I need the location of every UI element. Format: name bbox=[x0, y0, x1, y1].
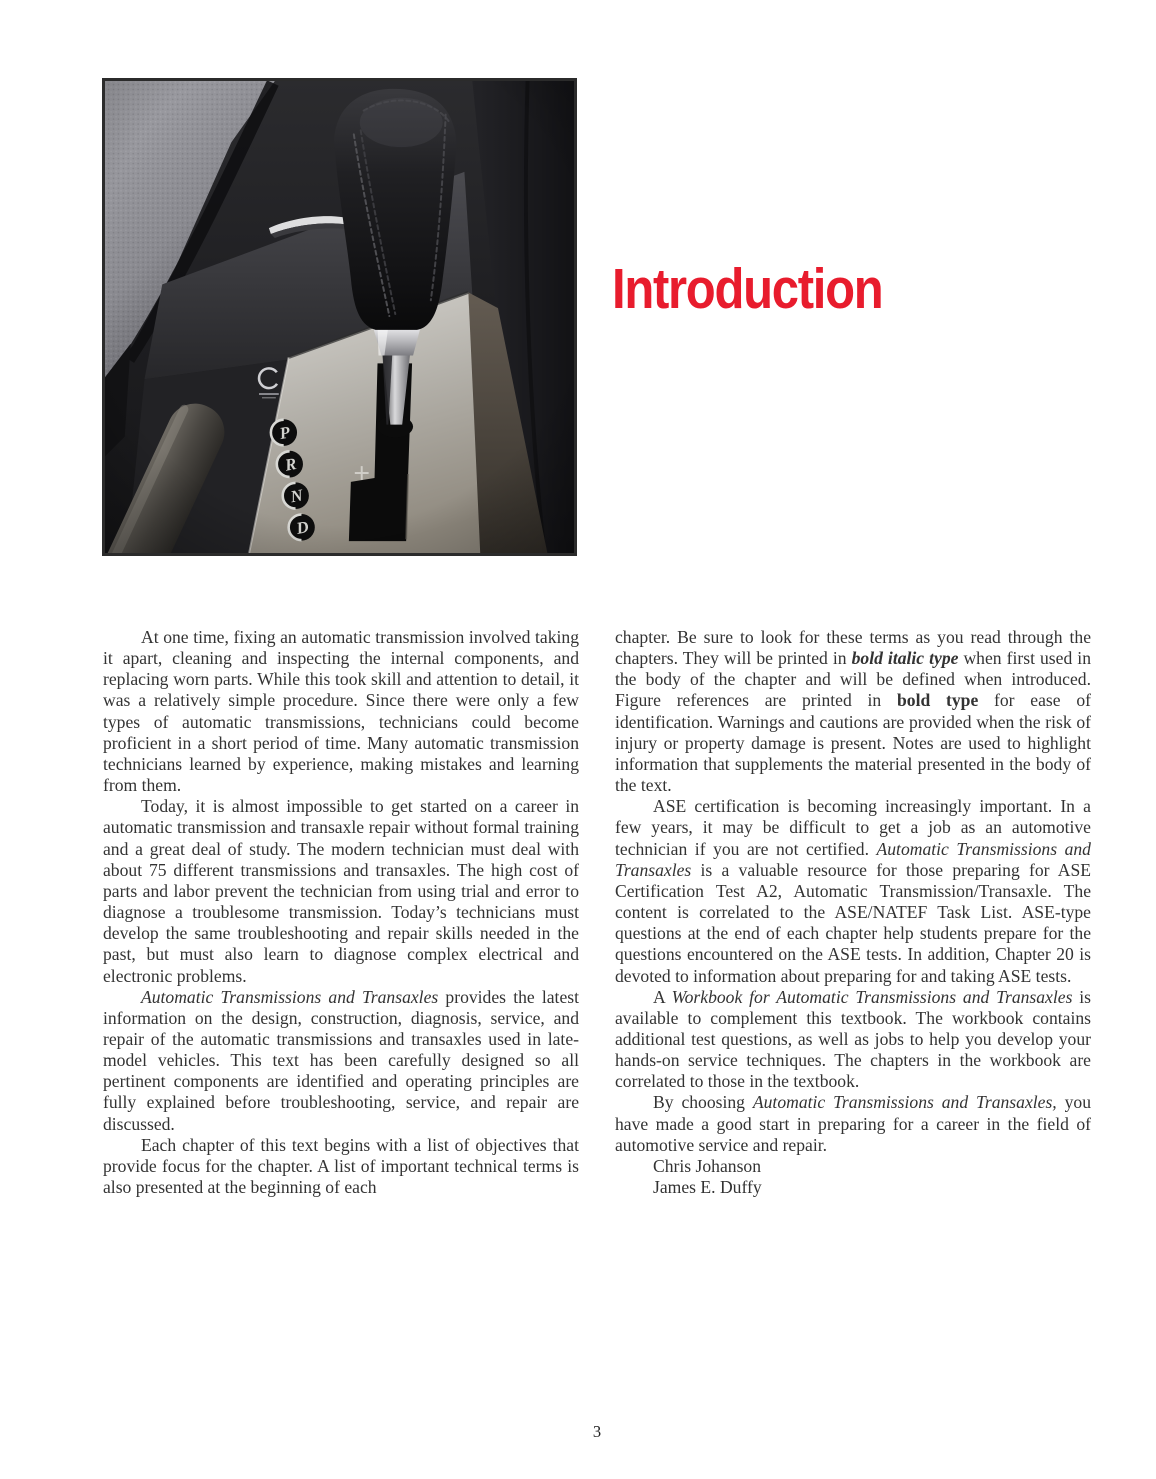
body-text bbox=[103, 627, 1091, 1198]
right-column bbox=[615, 627, 1091, 1198]
photo-vignette bbox=[105, 81, 574, 553]
text-segment: At one time, fixing an automatic transmission involved taking it apart, cleaning and inspecting the internal components, and replacing worn parts. While this took skill and attention to detail, it was a relatively simple procedure. Since there were only a few types of automatic transmissions, technicians could become proficient in a short period of time. Many automatic transmission technicians learned by experience, making mistakes and learning from them. bbox=[103, 627, 579, 796]
paragraph bbox=[615, 1092, 1091, 1155]
paragraph bbox=[615, 796, 1091, 986]
paragraph bbox=[103, 796, 579, 986]
page-number: 3 bbox=[592, 1422, 602, 1441]
paragraph bbox=[615, 1177, 1091, 1198]
text-segment: A bbox=[653, 986, 672, 1007]
text-segment: is a valuable resource for those preparing for ASE Certification Test A2, Automatic Transmission/Transaxle. The content is correlated to the ASE/NATEF Task List. ASE-type questions at the end of each chapter help students prepare for the questions encountered on the ASE tests. In addition, Chapter 20 is devoted to information about preparing for and taking ASE tests. bbox=[615, 859, 1091, 986]
shifter-photo-art bbox=[105, 81, 574, 553]
text-segment: you have made a good start in preparing for a career in the field of automotive service and repair. bbox=[615, 1092, 1092, 1155]
paragraph bbox=[615, 1156, 1091, 1177]
text-segment: chapter. Be sure to look for these terms as you read through the chapters. They will be printed in bbox=[615, 627, 1091, 669]
text-segment: provides the latest information on the design, construction, diagnosis, service, and repair of the automatic transmissions and transaxles used in late-model vehicles. This text has been carefully designed so all pertinent components are identified and operating principles are fully explained before troubleshooting, service, and repair are discussed. bbox=[103, 986, 579, 1134]
paragraph bbox=[615, 627, 1091, 796]
shifter-photo bbox=[102, 78, 577, 556]
text-segment: Automatic Transmissions and Transaxles bbox=[141, 986, 439, 1007]
text-segment: By choosing bbox=[653, 1092, 753, 1113]
text-segment: James E. Duffy bbox=[653, 1177, 762, 1198]
paragraph bbox=[103, 1135, 579, 1198]
text-segment: bold type bbox=[897, 690, 979, 711]
text-segment: Workbook for Automatic Transmissions and Transaxles bbox=[671, 986, 1073, 1007]
text-segment: for ease of identification. Warnings and cautions are provided when the risk of injury or property damage is present. Notes are used to highlight information that supplements the material presented in the body of the text. bbox=[615, 690, 1091, 796]
paragraph bbox=[103, 987, 579, 1135]
text-segment: bold italic type bbox=[851, 648, 959, 669]
text-segment: ASE certification is becoming increasingly important. In a few years, it may be difficult to get a job as an automotive technician if you are not certified. bbox=[615, 796, 1091, 859]
text-segment: Each chapter of this text begins with a list of objectives that provide focus for the chapter. A list of important technical terms is also presented at the beginning of each bbox=[103, 1134, 579, 1198]
paragraph bbox=[615, 987, 1091, 1093]
text-segment: Automatic Transmissions and Transaxles bbox=[615, 838, 1091, 880]
paragraph bbox=[103, 627, 579, 796]
text-segment: when first used in the body of the chapter and will be defined when introduced. Figure references are printed in bbox=[615, 648, 1091, 711]
text-segment: is available to complement this textbook. The workbook contains additional test questions, as well as jobs to help you develop your hands-on service techniques. The chapters in the workbook are correlated to those in the textbook. bbox=[615, 986, 1092, 1092]
page-title: Introduction bbox=[612, 257, 883, 321]
text-segment: Today, it is almost impossible to get started on a career in automatic transmission and transaxle repair without formal training and a great deal of study. The modern technician must deal with about 75 different transmissions and transaxles. The high cost of parts and labor prevent the technician from using trial and error to diagnose a troublesome transmission. Today’s technicians must develop the same troubleshooting and repair skills needed in the past, but must also learn to diagnose complex electrical and electronic problems. bbox=[103, 796, 579, 986]
text-segment: Chris Johanson bbox=[653, 1155, 762, 1176]
left-column bbox=[103, 627, 579, 1198]
text-segment: Automatic Transmissions and Transaxles, bbox=[752, 1092, 1057, 1113]
